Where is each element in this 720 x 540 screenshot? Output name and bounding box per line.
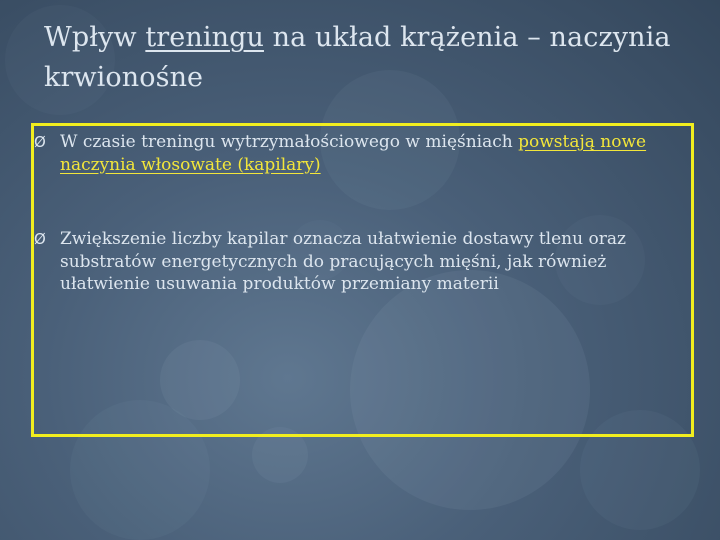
title-link[interactable]: treningu — [145, 22, 264, 53]
slide-title — [44, 18, 694, 98]
bullet-1-text: W czasie treningu wytrzymałościowego w mięśniach — [60, 132, 519, 152]
arrow-bullet-icon: Ø — [34, 230, 46, 248]
arrow-bullet-icon: Ø — [34, 133, 46, 151]
bullet-item-2 — [30, 228, 670, 296]
title-text-start: Wpływ — [44, 22, 146, 53]
bullet-1-link[interactable]: powstają nowe naczynia włosowate (kapilary) — [60, 132, 647, 175]
bullet-2-text: Zwiększenie liczby kapilar oznacza ułatwienie dostawy tlenu oraz substratów energetycznych do pracujących mięśni, jak również ułatwienie usuwania produktów przemiany materii — [60, 229, 626, 294]
title-text-end: na układ krążenia – naczynia krwionośne — [44, 22, 671, 93]
bullet-item-1 — [30, 131, 670, 176]
